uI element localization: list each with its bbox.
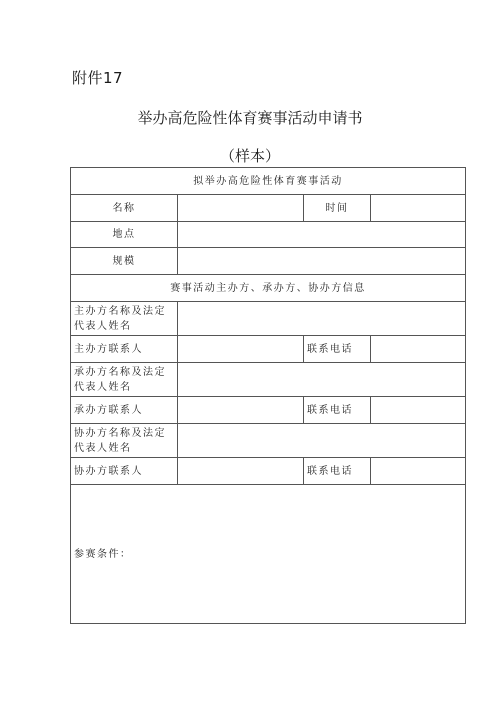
field-undertaker-phone[interactable] <box>371 397 466 424</box>
table-row <box>71 397 466 424</box>
field-location[interactable] <box>178 222 466 248</box>
field-undertaker-rep[interactable] <box>178 363 466 397</box>
table-row <box>71 222 466 248</box>
label-host-phone: 联系电话 <box>304 336 371 363</box>
table-row <box>71 485 466 624</box>
field-host-rep[interactable] <box>178 302 466 336</box>
field-host-contact[interactable] <box>178 336 304 363</box>
table-row <box>71 275 466 302</box>
label-co-rep: 协办方名称及法定代表人姓名 <box>71 424 178 458</box>
table-row <box>71 336 466 363</box>
label-undertaker-phone: 联系电话 <box>304 397 371 424</box>
field-co-contact[interactable] <box>178 458 304 485</box>
attachment-number: 附件17 <box>72 69 124 87</box>
table-row <box>71 302 466 336</box>
field-co-phone[interactable] <box>371 458 466 485</box>
label-co-phone: 联系电话 <box>304 458 371 485</box>
field-undertaker-contact[interactable] <box>178 397 304 424</box>
field-time[interactable] <box>371 195 466 222</box>
field-scale[interactable] <box>178 248 466 275</box>
label-scale: 规模 <box>71 248 178 275</box>
table-row <box>71 424 466 458</box>
field-co-rep[interactable] <box>178 424 466 458</box>
label-co-contact: 协办方联系人 <box>71 458 178 485</box>
document-title: 举办高危险性体育赛事活动申请书 <box>137 109 363 127</box>
table-row <box>71 248 466 275</box>
label-host-rep: 主办方名称及法定代表人姓名 <box>71 302 178 336</box>
field-name[interactable] <box>178 195 304 222</box>
table-row <box>71 168 466 195</box>
field-conditions[interactable] <box>71 485 466 624</box>
field-host-phone[interactable] <box>371 336 466 363</box>
label-name: 名称 <box>71 195 178 222</box>
label-location: 地点 <box>71 222 178 248</box>
table-row <box>71 195 466 222</box>
label-undertaker-rep: 承办方名称及法定代表人姓名 <box>71 363 178 397</box>
table-row <box>71 363 466 397</box>
label-conditions: 参赛条件： <box>74 548 132 560</box>
label-time: 时间 <box>304 195 371 222</box>
label-undertaker-contact: 承办方联系人 <box>71 397 178 424</box>
application-form-table <box>70 167 466 624</box>
section-header-activity: 拟举办高危险性体育赛事活动 <box>71 168 466 195</box>
table-row <box>71 458 466 485</box>
document-subtitle: （样本） <box>219 147 280 165</box>
section-header-organizers: 赛事活动主办方、承办方、协办方信息 <box>71 275 466 302</box>
label-host-contact: 主办方联系人 <box>71 336 178 363</box>
